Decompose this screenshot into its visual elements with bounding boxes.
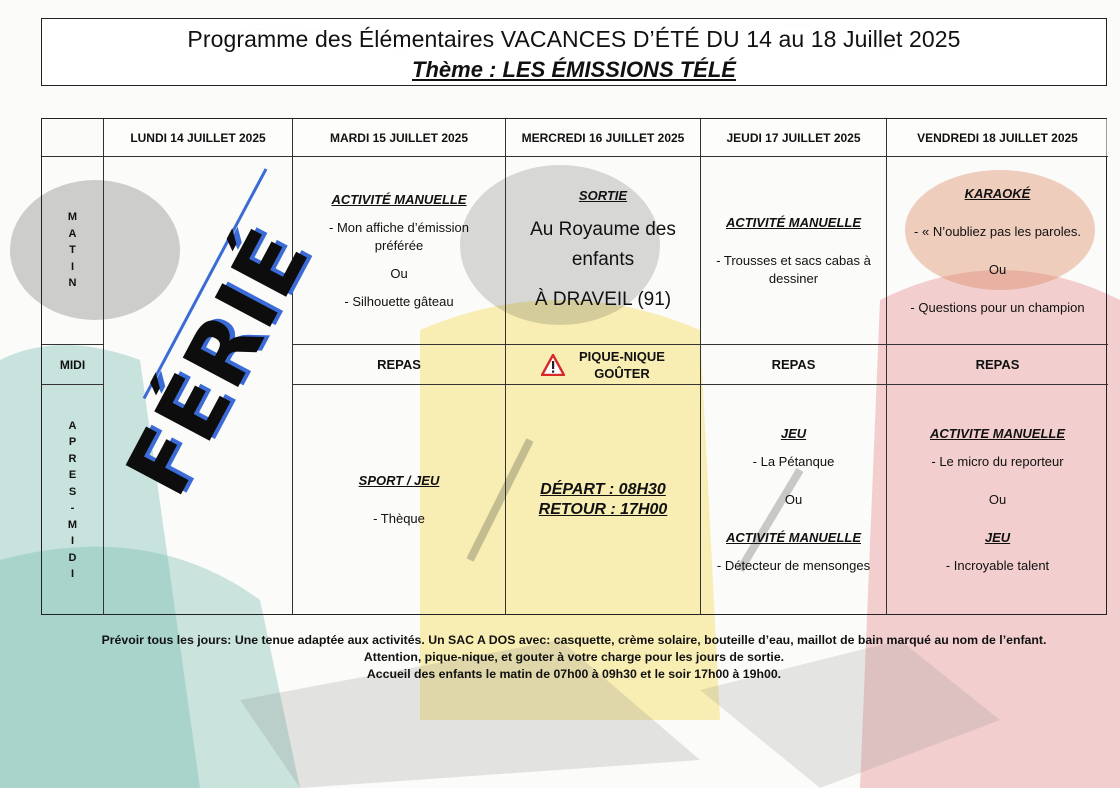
row-label-letter: I bbox=[70, 568, 75, 580]
activity-line: - La Pétanque bbox=[752, 454, 835, 469]
outing-city: À DRAVEIL (91) bbox=[534, 288, 672, 310]
activity-title: JEU bbox=[984, 530, 1011, 545]
vendredi-matin bbox=[887, 157, 1108, 345]
page-theme: Thème : LES ÉMISSIONS TÉLÉ bbox=[412, 57, 736, 82]
day-header-mercredi: MERCREDI 16 JUILLET 2025 bbox=[506, 119, 701, 157]
activity-line: - Incroyable talent bbox=[945, 558, 1050, 573]
mardi-apres bbox=[293, 385, 506, 615]
page-title: Programme des Élémentaires VACANCES D’ÉTÉ DU 14 au 18 Juillet 2025 bbox=[187, 26, 961, 52]
row-label-letter: - bbox=[70, 502, 75, 514]
warning-icon bbox=[541, 354, 565, 376]
return-time: RETOUR : 17H00 bbox=[538, 501, 668, 518]
row-label-letter: I bbox=[70, 535, 75, 547]
row-label-letter: D bbox=[68, 551, 77, 564]
or-label: Ou bbox=[784, 492, 803, 507]
row-label-letter: A bbox=[68, 419, 77, 432]
footer-line: Prévoir tous les jours: Une tenue adaptée aux activités. Un SAC A DOS avec: casquette, crème solaire, bouteille d’eau, maillot de bain marqué au nom de l’enfant. bbox=[101, 633, 1047, 647]
activity-title: KARAOKÉ bbox=[964, 185, 1031, 201]
footer-notes bbox=[41, 632, 1107, 683]
row-label-letter: M bbox=[67, 211, 78, 224]
title-box bbox=[41, 18, 1107, 86]
row-label-letter: M bbox=[67, 518, 78, 531]
lundi-ferie-cell bbox=[104, 157, 330, 615]
picnic-line: PIQUE-NIQUE bbox=[579, 348, 665, 364]
activity-title: JEU bbox=[780, 426, 807, 441]
row-label-letter: I bbox=[70, 260, 75, 273]
jeudi-matin bbox=[701, 157, 887, 345]
row-label-letter: T bbox=[69, 244, 76, 257]
activity-line: - Trousses et sacs cabas à dessiner bbox=[716, 252, 871, 286]
snack-line: GOÛTER bbox=[594, 365, 650, 381]
row-label-apres-midi bbox=[42, 385, 104, 615]
mardi-matin bbox=[293, 157, 506, 345]
or-label: Ou bbox=[390, 265, 408, 281]
schedule-table bbox=[41, 118, 1107, 615]
row-label-matin bbox=[42, 157, 104, 345]
activity-line: - Thèque bbox=[373, 511, 425, 526]
jeudi-midi: REPAS bbox=[701, 345, 887, 385]
mercredi-midi bbox=[506, 345, 701, 385]
row-label-letter: R bbox=[68, 452, 77, 465]
row-label-letter: N bbox=[68, 277, 77, 290]
activity-line: - « N’oubliez pas les paroles. bbox=[914, 223, 1081, 239]
day-header-vendredi: VENDREDI 18 JUILLET 2025 bbox=[887, 119, 1108, 157]
activity-line: - Silhouette gâteau bbox=[344, 293, 454, 309]
ferie-label: FÉRIÉ bbox=[107, 213, 330, 512]
row-label-letter: A bbox=[68, 227, 77, 240]
row-label-letter: E bbox=[68, 469, 77, 481]
corner-cell bbox=[42, 119, 104, 157]
vendredi-midi: REPAS bbox=[887, 345, 1108, 385]
outing-place: Au Royaume des enfants bbox=[530, 218, 676, 270]
footer-line: Attention, pique-nique, et gouter à votre charge pour les jours de sortie. bbox=[363, 650, 785, 664]
departure-time: DÉPART : 08H30 bbox=[540, 481, 666, 498]
activity-line: - Détecteur de mensonges bbox=[716, 558, 871, 573]
activity-title: ACTIVITÉ MANUELLE bbox=[725, 214, 862, 230]
activity-line: - Mon affiche d’émission préférée bbox=[329, 219, 469, 253]
mercredi-apres bbox=[506, 385, 701, 615]
activity-title: SORTIE bbox=[578, 187, 628, 203]
or-label: Ou bbox=[988, 261, 1007, 277]
day-header-jeudi: JEUDI 17 JUILLET 2025 bbox=[701, 119, 887, 157]
activity-title: ACTIVITÉ MANUELLE bbox=[331, 191, 467, 207]
activity-title: ACTIVITE MANUELLE bbox=[929, 426, 1066, 441]
activity-title: SPORT / JEU bbox=[358, 473, 440, 488]
row-label-letter: S bbox=[68, 485, 77, 498]
row-label-midi: MIDI bbox=[42, 345, 104, 385]
footer-line: Accueil des enfants le matin de 07h00 à 09h30 et le soir 17h00 à 19h00. bbox=[366, 667, 782, 681]
day-header-mardi: MARDI 15 JUILLET 2025 bbox=[293, 119, 506, 157]
activity-title: ACTIVITÉ MANUELLE bbox=[725, 530, 862, 545]
mardi-midi: REPAS bbox=[293, 345, 506, 385]
activity-line: - Le micro du reporteur bbox=[931, 454, 1064, 469]
day-header-lundi: LUNDI 14 JUILLET 2025 bbox=[104, 119, 293, 157]
jeudi-apres bbox=[701, 385, 887, 615]
mercredi-matin bbox=[506, 157, 701, 345]
vendredi-apres bbox=[887, 385, 1108, 615]
activity-line: - Questions pour un champion bbox=[910, 299, 1085, 315]
row-label-letter: P bbox=[68, 436, 77, 448]
or-label: Ou bbox=[988, 492, 1007, 507]
picnic-note bbox=[579, 348, 665, 382]
